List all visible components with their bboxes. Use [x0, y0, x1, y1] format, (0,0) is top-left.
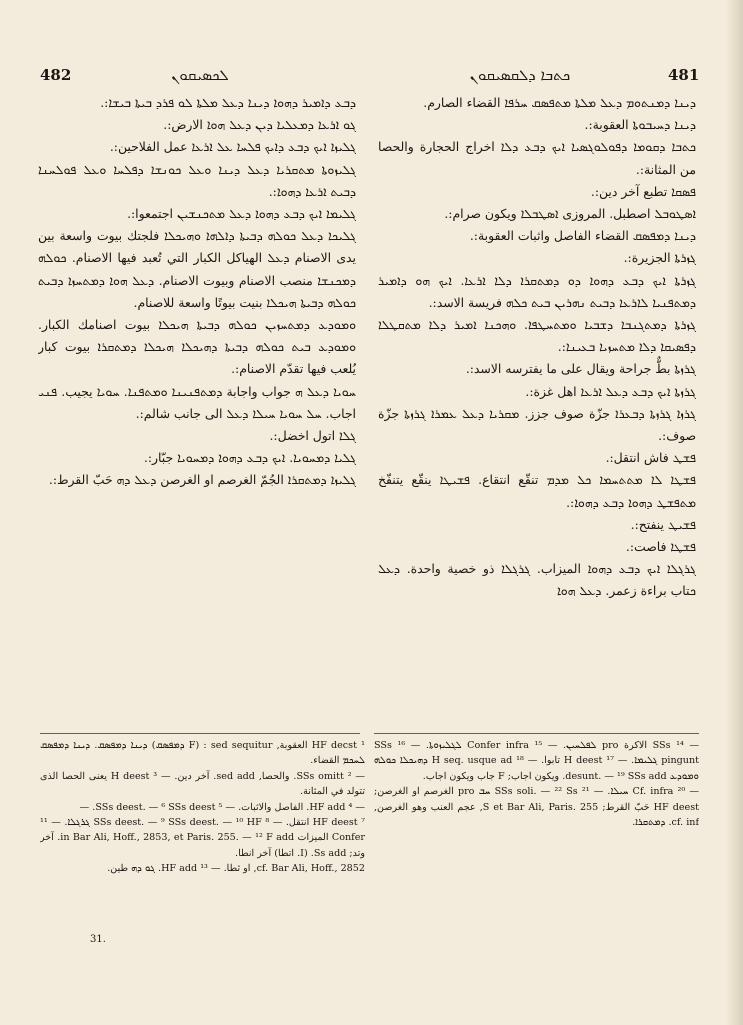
footnote: ⁷ HF deest انتقل. — ⁸ SSs deest. — ⁹ SSs deest. — ¹⁰ HF ܓܪܓܠܐ. — ¹¹ Confer الميزات in Bar Ali, Hoff., 2853, et Paris. 255. — ¹² F add. آخر وتد; Ss add. (I. اتطا) آخر انطا. [40, 817, 365, 859]
lexicon-entry: ܓܙܪܬܐ الجزيرة:. [623, 250, 696, 266]
left-text-column [38, 92, 356, 732]
right-text-column [378, 92, 696, 732]
lexicon-entry: ܐܣܛܘܒܠ اصطبل. المروزى ܐܣܛܒܠܐ ويكون صرام:. [444, 206, 696, 222]
lexicon-entry: ܦܣܩܐ تطبع آخر دين:. [590, 183, 696, 199]
footnote: — ⁴ HF add. الفاصل والاثبات. — ⁵ SSs deest. — ⁶ SSs deest. — [79, 801, 365, 813]
footnote-divider-right [374, 733, 699, 734]
lexicon-entry: ܓܪܙܬܐ ܐܝܟ ܕܒܥ ܕܥܠ ܐܪܥܐ اهل غزة:. [525, 383, 696, 399]
lexicon-entry: ܕܝܢܐ ܕܡܢܬܘܡ ܕܥܠ ܡܠܬܐ ܡܬܦܣܩ ܚܪܦܐ القضاء الصارم. [423, 95, 696, 110]
lexicon-entry: ܓܙܪܬܐ ܐܝܟ ܕܒܥ ܕܗܘܐ ܕܘ ܕܡܬܩܪܐ ܕܠܐ ܐܪܥܐ. ܐܝܟ ܗܘ ܕܐܡܝܪ ܕܡܬܦܢܝܐ ܠܐܪܥܐ ܕܒܝܬ ܢܗܪܝܢ ܒܝܬ ܟܠܗ فريسة الاسد:. [378, 272, 696, 310]
lexicon-entry: ܓܪܓܠܐ ܐܝܟ ܕܒܥ ܕܗܘܐ الميزاب. ܓܪܓܠܐ ذو خصية واحدة. ܕܥܠ ܟتاب براءة زعمر. ܕܥܠ ܗܘܐ [378, 561, 696, 599]
footnote: — ² SSs omitt. والحصا, sed add. آخر دين. — ³ H deest يعنى الحصا الذى تتولد في المثانة. [40, 770, 365, 798]
lexicon-entry: ܓܠܝܡܐ ܐܝܟ ܕܒܥ ܕܗܘܐ ܕܥܠ ܡܬܟܢܫܝܢ اجتمعوا:. [127, 206, 356, 222]
book-spine-shadow [726, 0, 743, 1025]
footnotes-left [40, 738, 365, 923]
left-page-number: 482 [40, 66, 72, 84]
lexicon-entry: ܓܪܙܬܐ بطٌّ جراحة ويقال على ما يفترسه الاسد:. [465, 361, 696, 377]
lexicon-entry: ܕܝܢܐ ܕܚܝܒܘܬܐ العقوبة:. [584, 117, 696, 133]
right-running-title: ܟܬܒܐ ܕܠܩܣܝܩܘܢ [469, 66, 571, 84]
lexicon-entry: ܓܠܝܙܘܬܐ ܡܬܩܪܝܐ ܕܥܠ ܕܝܢܐ ܘܥܠ ܟܘܢܫܐ ܕܦܠܚܐ ܘܥܠ ܦܘܠܚܢܐ ܕܒܝܬ ܐܪܥܐ ܕܗܘܐ:. [38, 161, 356, 199]
lexicon-entry: ܦܫܛ فاش انتقل:. [605, 450, 696, 466]
lexicon-entry: ܓܘ ܐܪܥܐ ܕܡܥܠܝܐ ܕܝܢ ܕܥܠ ܗܘܐ الارض:. [163, 117, 356, 133]
lexicon-entry: ܓܙܪܬܐ ܕܡܬܓܢܒܐ ܕܫܒܝܐ ܘܡܬܚܛܦܐ. ܘܗܟܢܐ ܐܡܝܪ ܕܠܐ ܡܬܩܛܠܐ ܕܦܣܝܩܐ ܕܠܐ ܡܬܚܙܝܐ ܒܥܝܢܐ:. [378, 317, 696, 355]
footnote: ¹ HF decst العقوبة, sed sequitur : (F ܕܡܦܣܩ) ܕܝܢܐ ܕܡܦܣܩ. ܕܝܢܐ ܕܡܦܣܩ ܠܚܟܡ القضاء. [40, 740, 365, 767]
lexicon-entry: ܕܒܥ ܕܐܡܝܪ ܕܗܘܐ ܕܝܢܐ ܕܥܠ ܡܠܬܐ ܠܘ ܦܪܕ ܒܝܬܐ ܒܝܫܐ:. [100, 95, 356, 110]
footnote: — ¹⁴ SSs الاكرة pro ܠܦܠܚܝܢ. — ¹⁵ Confer infra ܠܓܠܝܙܘܬܐ. — ¹⁶ SSs pingunt ܓܠܝܡܐ. — ¹⁷ H deest تابوا. — ¹⁸ H seq. usque ad ܕܗܝܟܠܐ ܟܘܠܗ ܘܡܘܕܥ desunt. — ¹⁹ SSs add. ويكون اجاب; F جاب ويكون اجاب. [374, 740, 699, 782]
footnote: — ²⁰ Cf. infra ܚܝܠܐ. — ²¹ SSs soli. — ²² Ss ܚܒ pro الغرصم او الغرصن; HF deest حَبّ القرط; S et Bar Ali, Paris. 255, عجم العنب وهو الغرصن, cf. inf. ܕܡܬܩܪܐ. [374, 786, 699, 829]
lexicon-entry: ܓܪܙܐ ܓܪܙܬܐ ܕܒܥܪܐ جزّة صوف جزز. ܡܩܪܝܐ ܕܥܠ ܥܡܪܐ ܓܪܙܬܐ جزّة صوف:. [378, 405, 696, 444]
right-page-number: 481 [668, 66, 700, 84]
lexicon-entry: ܓܠܝܙܐ ܕܡܬܩܪܐ الجُمّ الغرصم او الغرصن ܕܥܠ ܕܗ حَبّ القرط:. [48, 472, 356, 488]
footnote-divider-left [40, 733, 360, 734]
footnote: cf. Bar Ali, Hoff., 2852, او ثطا. — ¹³ HF add. ܓܘ ܕܗ طين. [107, 863, 365, 875]
lexicon-entry: ܓܠܝܙܐ ܐܝܟ ܕܒܥ ܕܐܝܟ ܦܠܚܐ ܥܠ ܐܪܥܐ عمل الفلاحين:. [109, 139, 356, 155]
lexicon-entry: ܦܫܛܐ فاصت:. [625, 539, 696, 555]
lexicon-entry: ܚܘܝܐ ܕܥܠ ܗ جواب واجابة ܕܡܬܦܢܝܢܐ ܘܡܬܦܢܐ. ܚܘܝܐ يجيب. ܦܢܝ اجاب. ܚܠ ܚܘܝܐ ܚܝܠܐ ܕܥܠ الى جانب شالم:. [38, 383, 356, 421]
lexicon-entry: ܓܠܐ اتول اخضل:. [269, 428, 356, 444]
lexicon-entry: ܓܠܝܐ ܕܡܚܘܝܐ. ܐܝܟ ܕܒܥ ܕܗܘܐ ܕܡܚܘܝܐ جبّار:. [143, 450, 356, 466]
lexicon-entry: ܦܫܝܛ ينفتح:. [630, 516, 696, 532]
lexicon-entry: ܦܫܛܐ ܠܐ ܡܬܬܚܡܐ ܟܠ ܡܕܡ تنقّع انتقاع. ܦܫܝܛܐ ينقّع يتنفّخ ܡܬܦܫܛ ܕܗܘܐ ܕܒܥ ܕܗܘܐ:. [378, 472, 696, 510]
lexicon-entry: ܘܡܘܕܥ ܕܡܬܚܙܝܢ ܟܘܠܗ ܕܒܝܬܐ ܗܝܟܠܐ بيوت اصنامك الكبار. ܘܡܘܕܥ ܒܝܬ ܟܘܠܗ ܕܒܝܬܐ ܕܗܝܟܠܐ ܗܝܟܠܐ ܕܡܬܩܪܐ بيوت كبار يُلعب فيها تقدّم الاصنام:. [38, 317, 356, 377]
lexicon-entry: ܕܝܢܐ ܕܡܦܣܩ القضاء الفاصل واثبات العقوبة:. [469, 228, 696, 244]
signature-mark: 31. [90, 934, 106, 945]
left-running-title: ܠܟܣܝܩܘܢ [171, 66, 229, 84]
lexicon-entry: ܟܬܒܐ ܕܩܘܡܐ ܕܦܘܠܘܓܣܝܐ ܐܝܟ ܕܒܥ ܕܠܐ اخراج الحجارة والحصا من المثانة:. [378, 139, 696, 177]
footnotes-right [374, 738, 699, 923]
lexicon-entry: ܓܠܝܟܐ ܕܥܠ ܟܘܠܗ ܕܒܝܬܐ ܕܐܠܗܐ ܘܗܝܟܠܐ فلجتك بيوت واسعة بين يدى الاصنام ܕܥܠ الهياكل الكبار التي تُعبد فيها الاصنام. ܟܘܠܗ ܕܡܟܢܫܐ منصب الاصنام وبيوت الاصنام. ܕܥܠ ܗܘܐ ܕܡܬܚܙܐ ܕܒܝܬ ܟܘܠܗ ܕܒܝܬܐ ܗܝܟܠܐ بنيت بيوتًا واسعة للاصنام. [38, 228, 356, 310]
